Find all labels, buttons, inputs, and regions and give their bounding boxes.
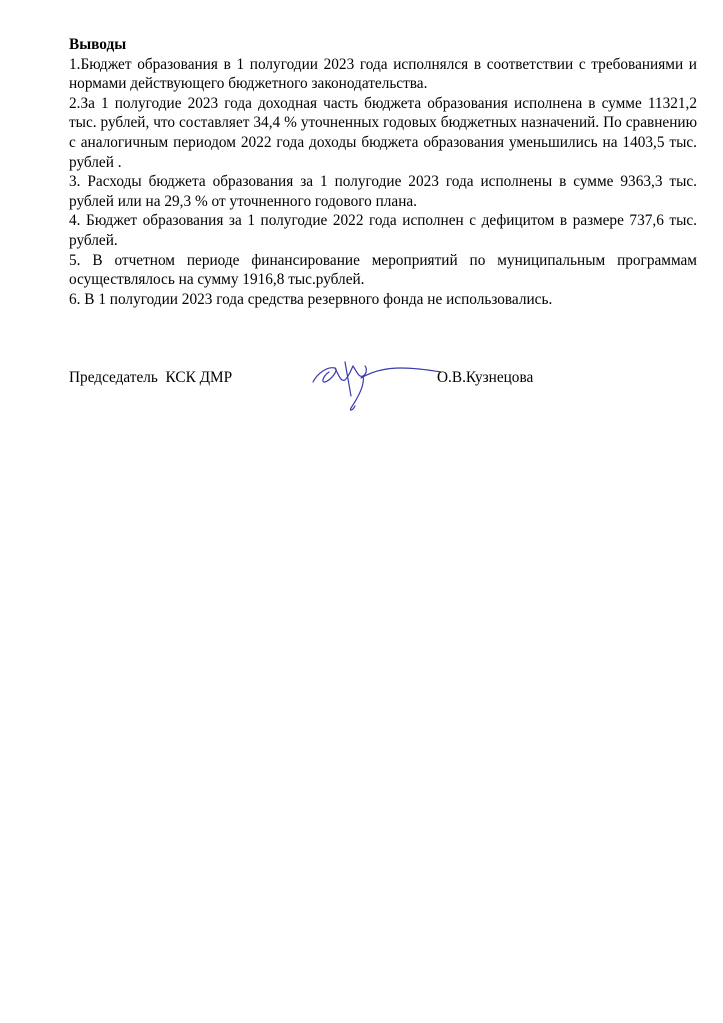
signatory-title: Председатель КСК ДМР bbox=[69, 369, 233, 386]
section-heading: Выводы bbox=[69, 36, 127, 53]
conclusion-paragraph-4: 4. Бюджет образования за 1 полугодие 2022 года исполнен с дефицитом в размере 737,6 тыс. рублей. bbox=[69, 212, 697, 249]
conclusion-paragraph-2: 2.За 1 полугодие 2023 года доходная часть бюджета образования исполнена в сумме 11321,2 тыс. рублей, что составляет 34,4 % уточненных годовых бюджетных назначений. По сравнению с аналогичным периодом 2022 года доходы бюджета образования уменьшились на 1403,5 тыс. рублей . bbox=[69, 94, 697, 171]
conclusion-paragraph-6: 6. В 1 полугодии 2023 года средства резервного фонда не использовались. bbox=[69, 290, 553, 308]
signatory-name: О.В.Кузнецова bbox=[437, 369, 534, 386]
conclusion-paragraph-5: 5. В отчетном периоде финансирование мероприятий по муниципальным программам осуществлялось на сумму 1916,8 тыс.рублей. bbox=[69, 251, 697, 289]
document-body bbox=[69, 35, 697, 309]
conclusion-paragraph-3: 3. Расходы бюджета образования за 1 полугодие 2023 года исполнены в сумме 9363,3 тыс. рублей или на 29,3 % от уточненного годового плана. bbox=[69, 173, 697, 210]
conclusion-paragraph-1: 1.Бюджет образования в 1 полугодии 2023 года исполнялся в соответствии с требованиями и нормами действующего бюджетного законодательства. bbox=[69, 55, 697, 93]
handwritten-signature bbox=[305, 352, 445, 414]
